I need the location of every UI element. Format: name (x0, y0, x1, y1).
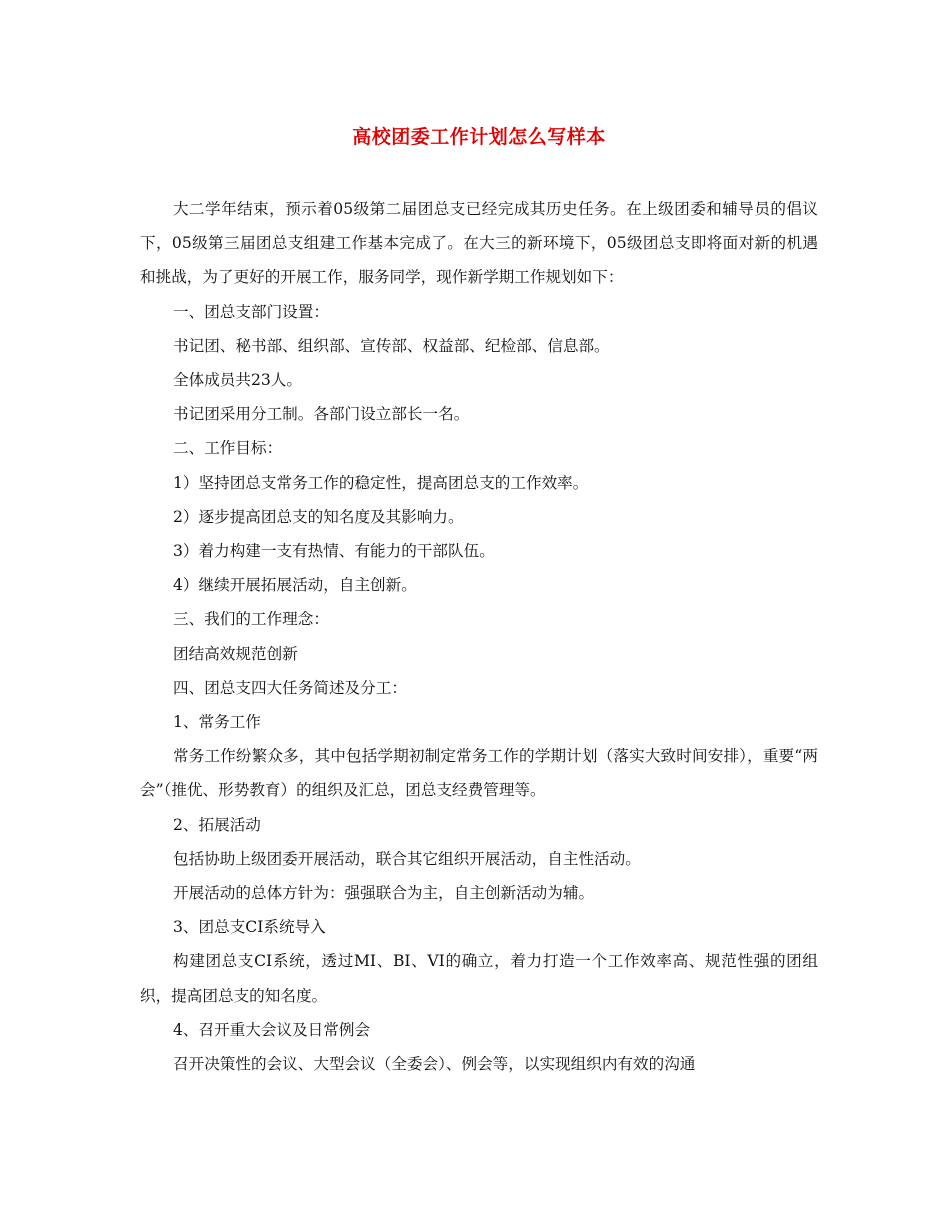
paragraph: 大二学年结束，预示着05级第二届团总支已经完成其历史任务。在上级团委和辅导员的倡议下，05级第三届团总支组建工作基本完成了。在大三的新环境下，05级团总支即将面对新的机遇和挑战，为了更好的开展工作，服务同学，现作新学期工作规划如下： (140, 200, 818, 287)
paragraph: 包括协助上级团委开展活动，联合其它组织开展活动，自主性活动。 (173, 849, 641, 868)
subsection-heading: 1、常务工作 (173, 713, 261, 732)
paragraph: 书记团、秘书部、组织部、宣传部、权益部、纪检部、信息部。 (173, 336, 610, 355)
list-item: 1）坚持团总支常务工作的稳定性，提高团总支的工作效率。 (173, 473, 589, 492)
subsection-heading: 3、团总支CI系统导入 (173, 918, 326, 937)
list-item: 2）逐步提高团总支的知名度及其影响力。 (173, 507, 464, 526)
paragraph: 召开决策性的会议、大型会议（全委会）、例会等，以实现组织内有效的沟通 (173, 1055, 696, 1074)
section-heading: 二、工作目标： (173, 439, 283, 458)
paragraph: 书记团采用分工制。各部门设立部长一名。 (173, 405, 470, 424)
paragraph: 构建团总支CI系统，透过MI、BI、VI的确立，着力打造一个工作效率高、规范性强的团组织，提高团总支的知名度。 (140, 952, 818, 1005)
section-heading: 三、我们的工作理念： (173, 610, 329, 629)
paragraph: 全体成员共23人。 (173, 371, 302, 390)
list-item: 3）着力构建一支有热情、有能力的干部队伍。 (173, 542, 495, 561)
paragraph: 常务工作纷繁众多，其中包括学期初制定常务工作的学期计划（落实大致时间安排），重要“两会”（推优、形势教育）的组织及汇总，团总支经费管理等。 (140, 747, 818, 800)
subsection-heading: 2、拓展活动 (173, 815, 261, 834)
list-item: 4）继续开展拓展活动，自主创新。 (173, 576, 417, 595)
subsection-heading: 4、召开重大会议及日常例会 (173, 1020, 371, 1039)
section-heading: 四、团总支四大任务简述及分工： (173, 678, 407, 697)
document-body (140, 192, 818, 1081)
section-heading: 一、团总支部门设置： (173, 302, 329, 321)
paragraph: 团结高效规范创新 (173, 644, 298, 663)
document-title: 高校团委工作计划怎么写样本 (352, 126, 606, 148)
paragraph: 开展活动的总体方针为：强强联合为主，自主创新活动为辅。 (173, 884, 595, 903)
